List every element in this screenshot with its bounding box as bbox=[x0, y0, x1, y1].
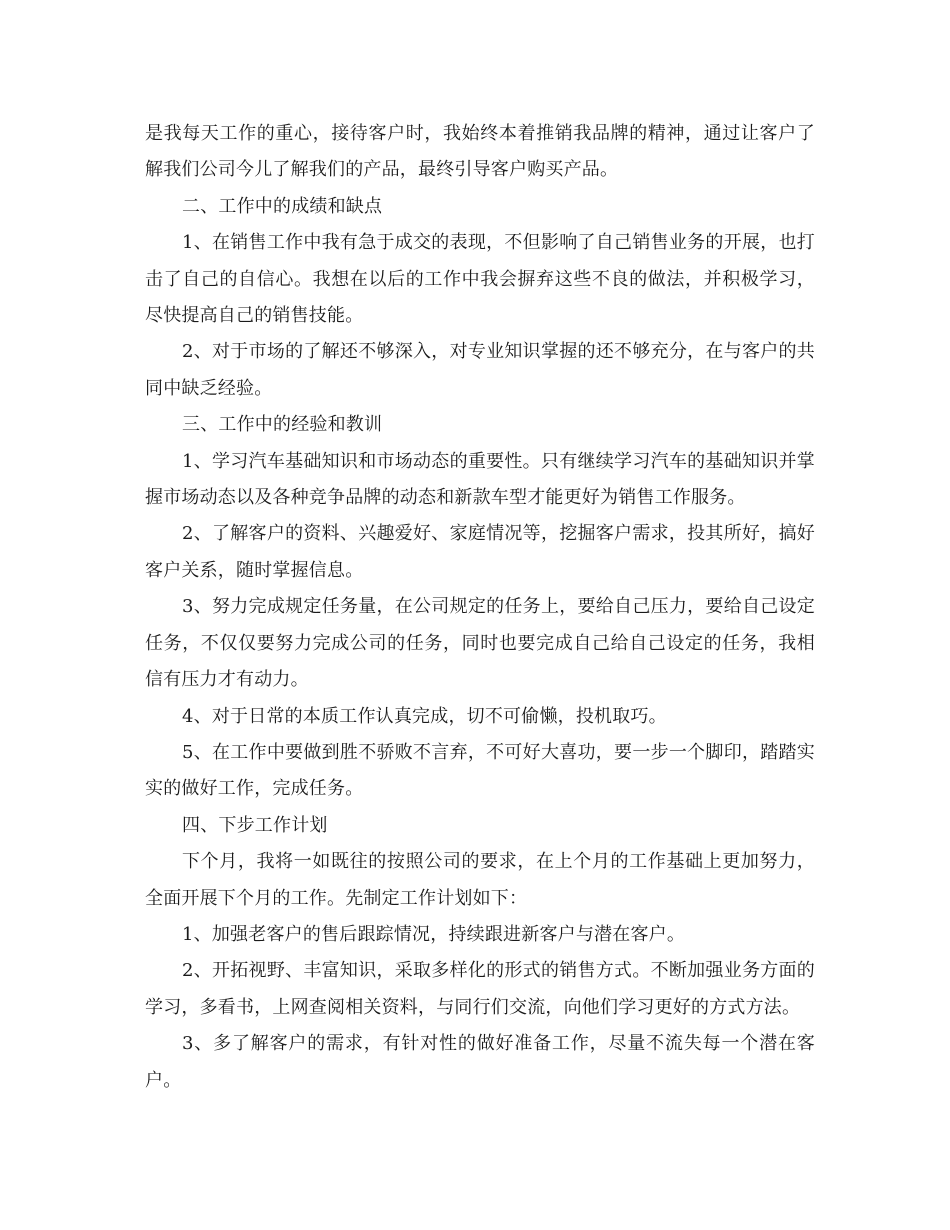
paragraph-shortcoming-1: 1、在销售工作中我有急于成交的表现，不但影响了自己销售业务的开展，也打击了自己的自信心。我想在以后的工作中我会摒弃这些不良的做法，并积极学习，尽快提高自己的销售技能。 bbox=[145, 232, 815, 327]
paragraph-plan-3: 3、多了解客户的需求，有针对性的做好准备工作，尽量不流失每一个潜在客户。 bbox=[145, 1033, 815, 1091]
section-heading-plan: 四、下步工作计划 bbox=[182, 814, 328, 836]
paragraph-plan-2: 2、开拓视野、丰富知识，采取多样化的形式的销售方式。不断加强业务方面的学习，多看书，上网查阅相关资料，与同行们交流，向他们学习更好的方式方法。 bbox=[145, 960, 815, 1018]
paragraph-shortcoming-2: 2、对于市场的了解还不够深入，对专业知识掌握的还不够充分，在与客户的共同中缺乏经验。 bbox=[145, 341, 815, 399]
document-body bbox=[145, 116, 815, 1099]
paragraph-lesson-3: 3、努力完成规定任务量，在公司规定的任务上，要给自己压力，要给自己设定任务，不仅仅要努力完成公司的任务，同时也要完成自己给自己设定的任务，我相信有压力才有动力。 bbox=[145, 596, 815, 691]
paragraph-lesson-1: 1、学习汽车基础知识和市场动态的重要性。只有继续学习汽车的基础知识并掌握市场动态以及各种竞争品牌的动态和新款车型才能更好为销售工作服务。 bbox=[145, 450, 815, 509]
paragraph-lesson-2: 2、了解客户的资料、兴趣爱好、家庭情况等，挖掘客户需求，投其所好，搞好客户关系，随时掌握信息。 bbox=[145, 523, 815, 581]
paragraph-continuation: 是我每天工作的重心，接待客户时，我始终本着推销我品牌的精神，通过让客户了解我们公司今儿了解我们的产品，最终引导客户购买产品。 bbox=[145, 123, 815, 181]
section-heading-lessons: 三、工作中的经验和教训 bbox=[182, 414, 383, 436]
paragraph-lesson-5: 5、在工作中要做到胜不骄败不言弃，不可好大喜功，要一步一个脚印，踏踏实实的做好工作，完成任务。 bbox=[145, 741, 815, 800]
paragraph-plan-intro: 下个月，我将一如既往的按照公司的要求，在上个月的工作基础上更加努力，全面开展下个月的工作。先制定工作计划如下： bbox=[145, 851, 815, 909]
paragraph-plan-1: 1、加强老客户的售后跟踪情况，持续跟进新客户与潜在客户。 bbox=[182, 923, 686, 945]
paragraph-lesson-4: 4、对于日常的本质工作认真完成，切不可偷懒，投机取巧。 bbox=[182, 705, 667, 727]
section-heading-achievements: 二、工作中的成绩和缺点 bbox=[182, 195, 383, 217]
